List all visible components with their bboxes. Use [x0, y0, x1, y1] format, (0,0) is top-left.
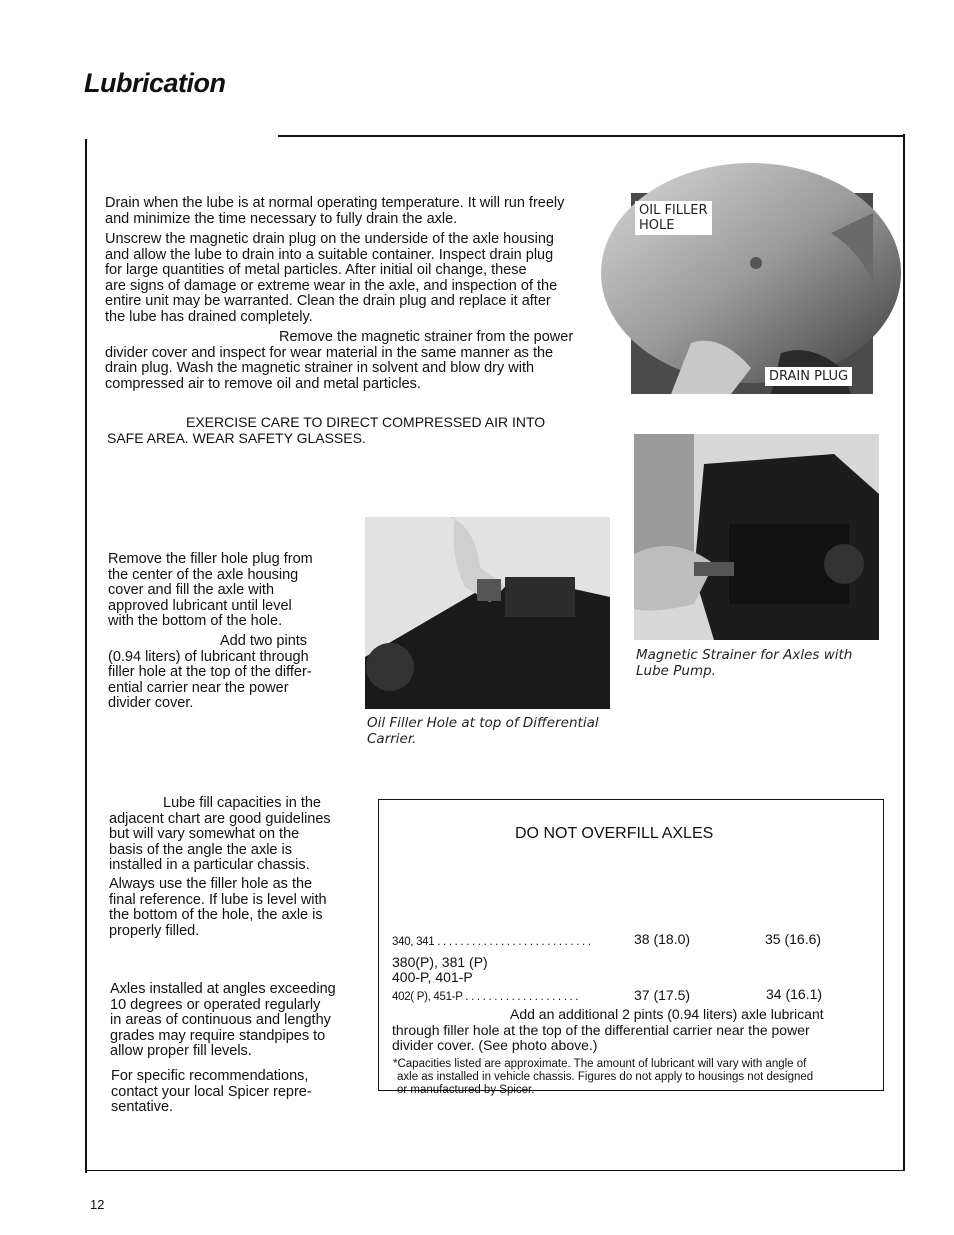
capacity-paragraph-1: Lube fill capacities in the adjacent chart are good guidelines but will vary somewhat on the basis of the angle the axle is installed in a particular chassis. — [109, 795, 331, 874]
capacity-paragraph-3: Axles installed at angles exceeding 10 degrees or operated regularly in areas of continuous and lengthy grades may require standpipes to allow proper fill levels. — [110, 981, 336, 1060]
drain-paragraph-3: Remove the magnetic strainer from the power divider cover and inspect for wear material in the same manner as the drain plug. Wash the magnetic strainer in solvent and blow dry with compressed air to remove oil and metal particles. — [105, 329, 574, 392]
page-title: Lubrication — [84, 68, 226, 98]
oil-filler-hole-label: OIL FILLER HOLE — [635, 201, 712, 235]
drain-paragraph-1: Drain when the lube is at normal operating temperature. It will run freely and minimize the time necessary to fully drain the axle. — [105, 195, 565, 227]
drain-plug-label: DRAIN PLUG — [765, 367, 852, 386]
frame-bottom-line — [85, 1170, 905, 1171]
page-number: 12 — [90, 1197, 105, 1212]
frame-left-line — [85, 139, 87, 1173]
chart-row-402: 402( P), 451-P . . . . . . . . . . . . . . . . . . . . — [392, 991, 579, 1003]
frame-right-line — [903, 134, 905, 1170]
drain-paragraph-2: Unscrew the magnetic drain plug on the underside of the axle housing and allow the lube to drain into a suitable container. Inspect drain plug for large quantities of metal particles. After initial oil change, these are signs of damage or extreme wear in the axle, and inspection of the entire unit may be warranted. Clean the drain plug and replace it after the lube has drained completely. — [105, 231, 558, 325]
chart-row-380: 380(P), 381 (P) — [392, 954, 488, 970]
capacity-chart — [378, 799, 884, 1096]
fill-paragraph-2: Add two pints (0.94 liters) of lubricant through filler hole at the top of the differ- ential carrier near the power divider cover. — [108, 633, 312, 712]
fill-paragraph-1: Remove the filler hole plug from the center of the axle housing cover and fill the axle with approved lubricant until level with the bottom of the hole. — [108, 551, 313, 630]
capacity-paragraph-4: For specific recommendations, contact your local Spicer repre- sentative. — [111, 1068, 312, 1116]
magnetic-strainer-photo — [634, 434, 879, 679]
capacity-paragraph-2: Always use the filler hole as the final reference. If lube is level with the bottom of the hole, the axle is properly filled. — [109, 876, 327, 939]
magnetic-strainer-image — [634, 434, 879, 679]
chart-footnote: *Capacities listed are approximate. The amount of lubricant will vary with angle of axle as installed in vehicle chassis. Figures do not apply to housings not designed or manufactured by Spicer. — [393, 1058, 814, 1096]
oil-filler-photo — [631, 193, 873, 394]
chart-row-402-col1: 37 (17.5) — [634, 987, 691, 1003]
filler-carrier-caption: Oil Filler Hole at top of Differential Carrier. — [367, 715, 599, 747]
chart-add-note: Add an additional 2 pints (0.94 liters) axle lubricant through filler hole at the top of the differential carrier near the power divider cover. (See photo above.) — [392, 1006, 824, 1054]
magnetic-strainer-caption: Magnetic Strainer for Axles with Lube Pump. — [636, 647, 853, 679]
frame-top-line — [278, 135, 905, 137]
chart-row-400: 400-P, 401-P — [392, 969, 473, 985]
warning-text: EXERCISE CARE TO DIRECT COMPRESSED AIR INTO SAFE AREA. WEAR SAFETY GLASSES. — [107, 414, 546, 446]
overfill-warning: DO NOT OVERFILL AXLES — [515, 825, 714, 842]
chart-row-402-col2: 34 (16.1) — [766, 986, 823, 1002]
filler-carrier-image — [365, 517, 610, 747]
chart-row-340: 340, 341 . . . . . . . . . . . . . . . . . . . . . . . . . . . — [392, 936, 591, 948]
filler-carrier-photo — [365, 517, 610, 747]
chart-row-340-col1: 38 (18.0) — [634, 931, 691, 947]
chart-row-340-col2: 35 (16.6) — [765, 931, 822, 947]
